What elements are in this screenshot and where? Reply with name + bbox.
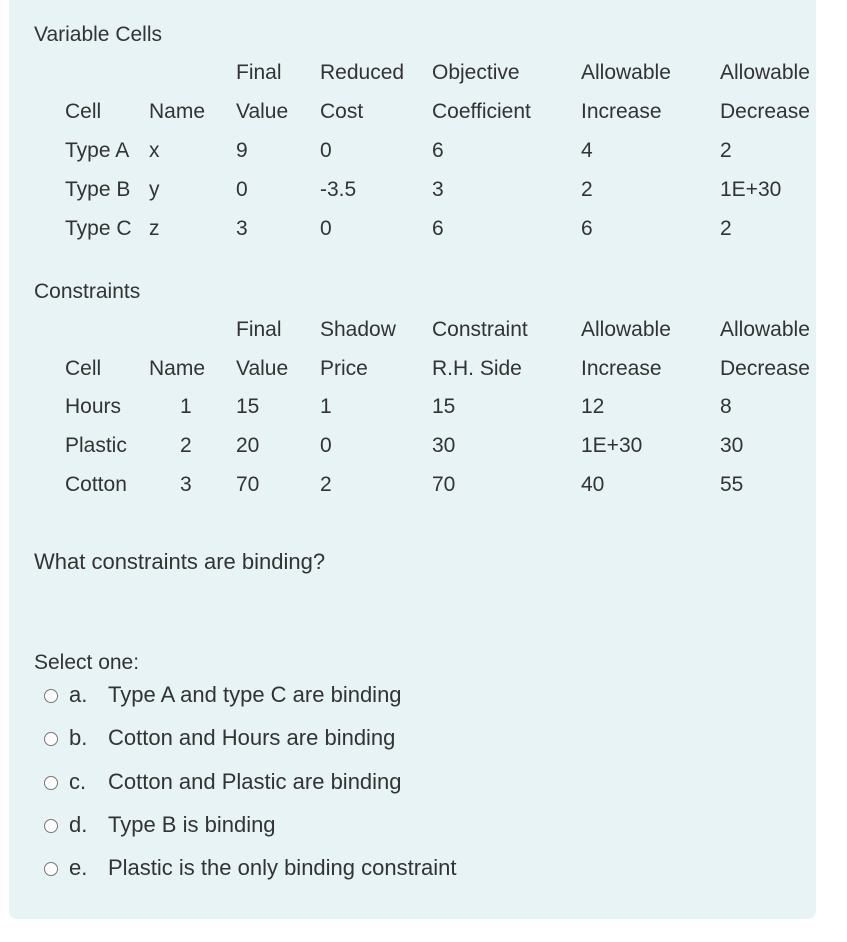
option-label[interactable]: Plastic is the only binding constraint bbox=[108, 855, 457, 880]
table-cell: 30 bbox=[432, 434, 456, 457]
radio-button[interactable] bbox=[44, 776, 58, 790]
option-letter: c. bbox=[69, 769, 87, 794]
option-label[interactable]: Cotton and Hours are binding bbox=[108, 725, 396, 750]
select-prompt: Select one: bbox=[34, 651, 140, 674]
table-cell: 0 bbox=[320, 434, 332, 457]
header-reduced: Reduced bbox=[320, 61, 405, 84]
header-price: Price bbox=[320, 357, 368, 380]
table-cell: 1 bbox=[180, 395, 192, 418]
header-allowable-inc: Allowable bbox=[581, 318, 671, 341]
table-cell: 3 bbox=[236, 217, 248, 240]
table-cell: 1E+30 bbox=[720, 178, 782, 201]
header-value: Value bbox=[236, 357, 289, 380]
header-increase: Increase bbox=[581, 357, 662, 380]
radio-button[interactable] bbox=[44, 732, 58, 746]
table-cell: 12 bbox=[581, 395, 605, 418]
table-cell: z bbox=[149, 217, 160, 240]
header-allowable-inc: Allowable bbox=[581, 61, 671, 84]
header-final: Final bbox=[236, 318, 282, 341]
variable-cells-title: Variable Cells bbox=[34, 23, 162, 46]
table-cell: 70 bbox=[432, 473, 456, 496]
header-constraint: Constraint bbox=[432, 318, 528, 341]
header-rhs: R.H. Side bbox=[432, 357, 522, 380]
header-increase: Increase bbox=[581, 100, 662, 123]
table-cell: 20 bbox=[236, 434, 260, 457]
radio-button[interactable] bbox=[44, 819, 58, 833]
header-name: Name bbox=[149, 357, 206, 380]
table-cell: y bbox=[149, 178, 160, 201]
radio-button[interactable] bbox=[44, 862, 58, 876]
header-allowable-dec: Allowable bbox=[720, 61, 810, 84]
table-cell: 3 bbox=[180, 473, 192, 496]
table-cell: Type A bbox=[65, 139, 130, 162]
table-cell: 3 bbox=[432, 178, 444, 201]
table-cell: x bbox=[149, 139, 160, 162]
option-letter: a. bbox=[69, 682, 88, 707]
header-shadow: Shadow bbox=[320, 318, 396, 341]
table-cell: 6 bbox=[581, 217, 593, 240]
table-cell: 2 bbox=[720, 217, 732, 240]
header-final: Final bbox=[236, 61, 282, 84]
table-cell: 6 bbox=[432, 217, 444, 240]
table-cell: Type C bbox=[65, 217, 132, 240]
table-cell: 0 bbox=[320, 217, 332, 240]
table-cell: 4 bbox=[581, 139, 593, 162]
header-cell: Cell bbox=[65, 357, 102, 380]
radio-button[interactable] bbox=[44, 689, 58, 703]
option-letter: b. bbox=[69, 725, 88, 750]
table-cell: 2 bbox=[720, 139, 732, 162]
table-cell: 8 bbox=[720, 395, 732, 418]
header-cell: Cell bbox=[65, 100, 102, 123]
table-cell: 0 bbox=[236, 178, 248, 201]
table-cell: 30 bbox=[720, 434, 744, 457]
table-cell: -3.5 bbox=[320, 178, 357, 201]
option-label[interactable]: Type A and type C are binding bbox=[108, 682, 402, 707]
header-decrease: Decrease bbox=[720, 100, 810, 123]
header-objective: Objective bbox=[432, 61, 520, 84]
header-name: Name bbox=[149, 100, 206, 123]
table-cell: 6 bbox=[432, 139, 444, 162]
option-letter: e. bbox=[69, 855, 88, 880]
table-cell: Hours bbox=[65, 395, 122, 418]
table-cell: 2 bbox=[581, 178, 593, 201]
table-cell: 15 bbox=[432, 395, 456, 418]
header-allowable-dec: Allowable bbox=[720, 318, 810, 341]
table-cell: 70 bbox=[236, 473, 260, 496]
option-label[interactable]: Type B is binding bbox=[108, 812, 276, 837]
table-cell: 0 bbox=[320, 139, 332, 162]
table-cell: Type B bbox=[65, 178, 131, 201]
table-cell: 1E+30 bbox=[581, 434, 643, 457]
table-cell: 15 bbox=[236, 395, 260, 418]
table-cell: 40 bbox=[581, 473, 605, 496]
option-letter: d. bbox=[69, 812, 88, 837]
header-coefficient: Coefficient bbox=[432, 100, 531, 123]
table-cell: Plastic bbox=[65, 434, 127, 457]
table-cell: Cotton bbox=[65, 473, 127, 496]
constraints-title: Constraints bbox=[34, 280, 141, 303]
table-cell: 1 bbox=[320, 395, 332, 418]
header-value: Value bbox=[236, 100, 289, 123]
table-cell: 2 bbox=[320, 473, 332, 496]
option-label[interactable]: Cotton and Plastic are binding bbox=[108, 769, 402, 794]
table-cell: 2 bbox=[180, 434, 192, 457]
question-text: What constraints are binding? bbox=[34, 549, 326, 574]
table-cell: 9 bbox=[236, 139, 248, 162]
header-decrease: Decrease bbox=[720, 357, 810, 380]
table-cell: 55 bbox=[720, 473, 744, 496]
header-cost: Cost bbox=[320, 100, 364, 123]
